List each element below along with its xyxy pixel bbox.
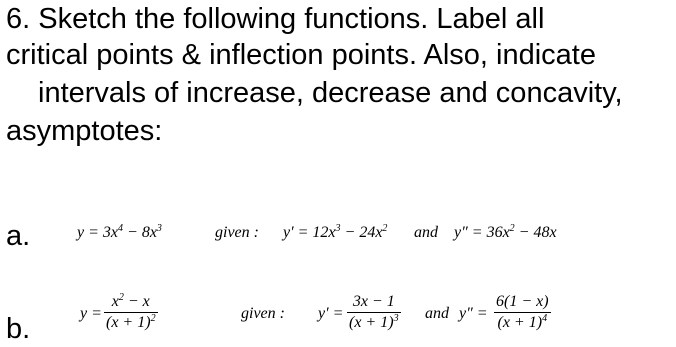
part-a-connector: and <box>414 224 438 241</box>
part-b-first-derivative-lhs: y′ = <box>318 305 344 322</box>
part-b-first-derivative-fraction <box>347 293 401 332</box>
part-b-function-fraction <box>104 293 158 332</box>
problem-instruction-line-1 <box>6 3 544 35</box>
part-b-second-derivative-fraction <box>494 293 551 332</box>
part-a-function: $y = 3x^4 - 8x^3$ <box>77 223 162 241</box>
part-b-given-label: given : <box>241 305 285 322</box>
part-b-second-derivative-denominator: $(x + 1)^4$ <box>497 313 548 331</box>
instruction-text-4: asymptotes: <box>6 115 163 147</box>
part-a-first-derivative: $y' = 12x^3 - 24x^2$ <box>283 223 388 241</box>
instruction-text-3: intervals of increase, decrease and concavity, <box>38 77 623 109</box>
part-b-second-derivative-numerator: 6(1 − x) <box>496 293 549 310</box>
part-b-first-derivative-numerator: 3x − 1 <box>352 293 395 310</box>
part-a-second-derivative: $y'' = 36x^2 - 48x$ <box>454 223 557 241</box>
problem-number: 6. <box>6 3 31 35</box>
problem-instruction-line-2 <box>6 39 596 71</box>
problem-instruction-line-3 <box>38 77 623 109</box>
instruction-text-1: Sketch the following functions. Label all <box>38 3 545 35</box>
part-b-function-numerator: $x^2 - x$ <box>111 292 150 310</box>
part-b-function-denominator: $(x + 1)^2$ <box>106 313 156 331</box>
part-a-given-label: given : <box>215 224 259 241</box>
part-b-label: b. <box>6 313 31 345</box>
part-b-second-derivative-lhs: y″ = <box>459 305 488 322</box>
part-a-label: a. <box>6 220 31 252</box>
part-b-function-lhs: y = <box>80 305 102 322</box>
part-b-first-derivative-denominator: $(x + 1)^3$ <box>349 313 399 331</box>
problem-instruction-line-4 <box>6 115 162 147</box>
instruction-text-2: critical points & inflection points. Also, indicate <box>6 39 596 71</box>
part-b-connector: and <box>425 305 449 322</box>
